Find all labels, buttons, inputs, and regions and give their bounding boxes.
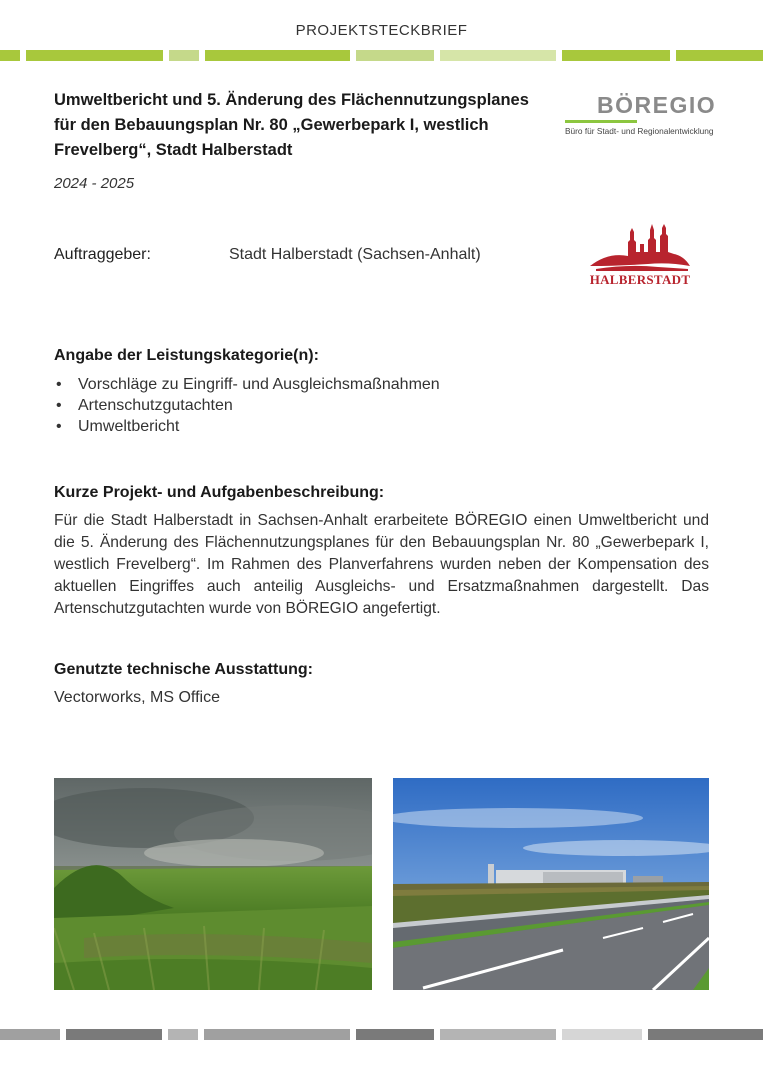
bullet-icon: • <box>56 376 62 393</box>
color-bar-segment <box>66 1029 162 1040</box>
color-bar-segment <box>168 1029 198 1040</box>
list-item <box>54 374 440 395</box>
color-bar-segment <box>648 1029 763 1040</box>
halberstadt-logo-text: HALBERSTADT <box>589 272 691 287</box>
bottom-color-bars <box>0 1029 763 1040</box>
description-text: Für die Stadt Halberstadt in Sachsen-Anhalt erarbeitete BÖREGIO einen Umweltbericht und die 5. Änderung des Flächennutzungsplanes für den Bebauungsplan Nr. 80 „Gewerbepark I, westlich Frevelberg“. Im Rahmen des Planverfahrens wurden neben der Kompensation des aktuellen Eingriffes auch anteilig Ausgleichs- und Ersatzmaßnahmen dargestellt. Das Artenschutzgutachten wurde von BÖREGIO angefertigt. <box>54 512 709 617</box>
list-item-text: Vorschläge zu Eingriff- und Ausgleichsmaßnahmen <box>78 376 440 393</box>
title-line: für den Bebauungsplan Nr. 80 „Gewerbepark I, westlich <box>54 116 489 134</box>
list-item-text: Umweltbericht <box>78 418 180 435</box>
boregio-logo-name: BÖREGIO <box>597 92 717 118</box>
color-bar-segment <box>26 50 163 61</box>
categories-heading: Angabe der Leistungskategorie(n): <box>54 347 319 364</box>
bullet-icon: • <box>56 397 62 414</box>
color-bar-segment <box>562 50 670 61</box>
project-period: 2024 - 2025 <box>54 175 135 192</box>
boregio-logo-underline <box>565 120 637 123</box>
halberstadt-skyline-icon <box>588 222 692 272</box>
halberstadt-logo <box>588 222 692 290</box>
color-bar-segment <box>0 1029 60 1040</box>
client-value: Stadt Halberstadt (Sachsen-Anhalt) <box>229 246 481 263</box>
equipment-value: Vectorworks, MS Office <box>54 689 220 706</box>
color-bar-segment <box>169 50 199 61</box>
color-bar-segment <box>356 50 434 61</box>
color-bar-segment <box>562 1029 642 1040</box>
boregio-logo-subtitle: Büro für Stadt- und Regionalentwicklung <box>565 126 714 136</box>
page-header: PROJEKTSTECKBRIEF <box>295 22 468 39</box>
color-bar-segment <box>356 1029 434 1040</box>
client-label: Auftraggeber: <box>54 246 151 263</box>
color-bar-segment <box>676 50 763 61</box>
top-color-bars <box>0 50 763 61</box>
photo-road <box>393 778 709 990</box>
color-bar-segment <box>205 50 350 61</box>
color-bar-segment <box>0 50 20 61</box>
color-bar-segment <box>440 50 556 61</box>
categories-list <box>54 374 440 437</box>
title-line: Frevelberg“, Stadt Halberstadt <box>54 141 293 159</box>
color-bar-segment <box>440 1029 556 1040</box>
color-bar-segment <box>204 1029 350 1040</box>
title-line: Umweltbericht und 5. Änderung des Flächennutzungsplanes <box>54 91 529 109</box>
list-item <box>54 416 440 437</box>
bullet-icon: • <box>56 418 62 435</box>
project-title <box>54 88 554 163</box>
equipment-heading: Genutzte technische Ausstattung: <box>54 661 313 678</box>
photo-meadow <box>54 778 372 990</box>
list-item <box>54 395 440 416</box>
list-item-text: Artenschutzgutachten <box>78 397 233 414</box>
description-heading: Kurze Projekt- und Aufgabenbeschreibung: <box>54 484 385 501</box>
